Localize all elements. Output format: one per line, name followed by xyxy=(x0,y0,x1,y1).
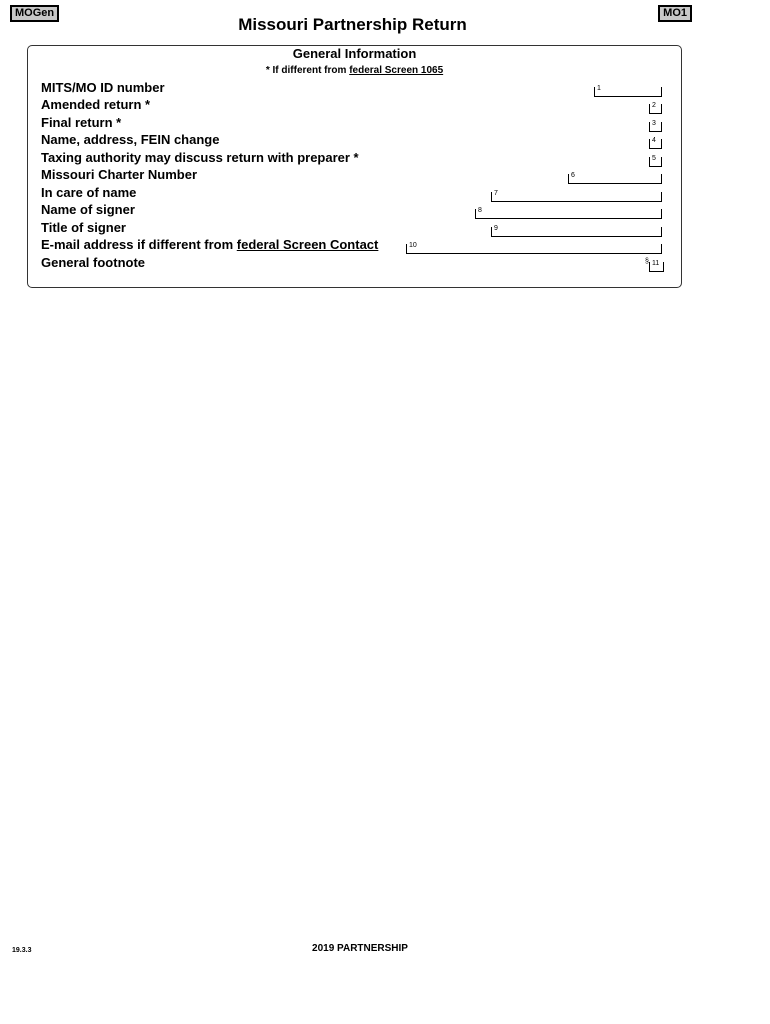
field-number: 7 xyxy=(494,190,498,197)
field-number: 4 xyxy=(652,137,656,144)
label-email-address xyxy=(41,237,378,252)
footer-partnership-label: 2019 PARTNERSHIP xyxy=(312,943,408,954)
mo1-tag: MO1 xyxy=(658,5,692,22)
email-address-field[interactable] xyxy=(406,244,662,254)
label-missouri-charter-number: Missouri Charter Number xyxy=(41,167,198,182)
federal-screen-contact-link[interactable]: federal Screen Contact xyxy=(236,237,379,252)
field-number: 2 xyxy=(652,102,656,109)
mits-mo-id-field[interactable] xyxy=(594,87,662,97)
label-mits-mo-id: MITS/MO ID number xyxy=(41,80,165,95)
label-final-return: Final return * xyxy=(41,115,122,130)
label-general-footnote: General footnote xyxy=(41,255,146,270)
name-of-signer-field[interactable] xyxy=(475,209,662,219)
section-title: General Information xyxy=(292,46,417,61)
amended-return-field[interactable] xyxy=(649,104,662,114)
in-care-of-name-field[interactable] xyxy=(491,192,662,202)
label-amended-return: Amended return * xyxy=(41,97,151,112)
section-subtitle xyxy=(27,65,682,76)
label-title-of-signer: Title of signer xyxy=(41,220,126,235)
label-name-of-signer: Name of signer xyxy=(41,202,135,217)
footnote-section-mark: § xyxy=(645,258,649,265)
subtitle-prefix: * If different from xyxy=(265,65,350,76)
page-title: Missouri Partnership Return xyxy=(238,15,467,34)
mogen-tag: MOGen xyxy=(10,5,59,22)
field-number: 9 xyxy=(494,225,498,232)
field-number: 11 xyxy=(652,260,660,267)
email-label-text: E-mail address if different from xyxy=(41,237,237,252)
label-in-care-of-name: In care of name xyxy=(41,185,137,200)
title-of-signer-field[interactable] xyxy=(491,227,662,237)
name-address-fein-change-field[interactable] xyxy=(649,139,662,149)
field-number: 8 xyxy=(478,207,482,214)
field-number: 10 xyxy=(409,242,417,249)
field-number: 6 xyxy=(571,172,575,179)
general-footnote-field[interactable] xyxy=(649,262,664,272)
field-number: 1 xyxy=(597,85,601,92)
taxing-authority-field[interactable] xyxy=(649,157,662,167)
federal-screen-1065-link[interactable]: federal Screen 1065 xyxy=(349,65,444,76)
final-return-field[interactable] xyxy=(649,122,662,132)
label-name-address-fein-change: Name, address, FEIN change xyxy=(41,132,220,147)
field-number: 3 xyxy=(652,120,656,127)
field-number: 5 xyxy=(652,155,656,162)
label-taxing-authority-discuss: Taxing authority may discuss return with preparer * xyxy=(41,150,359,165)
version-number: 19.3.3 xyxy=(12,947,32,954)
missouri-charter-number-field[interactable] xyxy=(568,174,662,184)
